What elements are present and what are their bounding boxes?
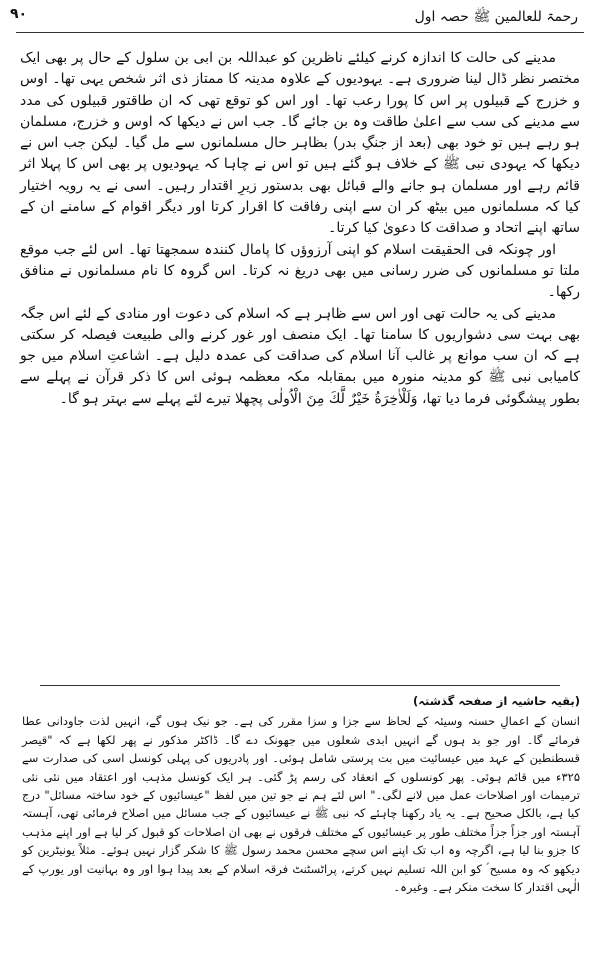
- paragraph-1: مدینے کی حالت کا اندازہ کرنے کیلئے ناظرین کو عبداللہ بن ابی بن سلول کے حال پر بھی ایک مختصر نظر ڈال لینا ضروری ہے۔ یہودیوں کے علاوہ مدینہ کا ممتاز ذی اثر شخص یہی تھا۔ اوس و خزرج کے قبیلوں پر اس کا پورا رعب تھا۔ اور اس کو توقع تھی کہ ان طاقتور قبیلوں کی مدد سے مدینے کی سب سے اعلیٰ طاقت وہ بن جائے گا۔ جب اس نے دیکھا کہ اوس و خزرج، مسلمان ہو رہے ہیں تو خود بھی (بعد از جنگِ بدر) بظاہر حال مسلمانوں سے مل گیا۔ لیکن جب اس نے دیکھا کہ یہودی نبی ﷺ کے خلاف ہو گئے ہیں تو اس نے چاہا کہ یہودیوں پر بھی اس کا پہلا اثر قائم رہے اور مسلمان ہو جانے والے قبائل بھی بدستور زیرِ اقتدار رہیں۔ اسی نے یہ رویہ اختیار کیا کہ مسلمانوں میں بیٹھ کر ان سے اپنی رفاقت کا اقرار کرتا اور دیگر اقوام کے سامنے ان کے ساتھ اپنے اتحاد و صداقت کا دعویٰ کیا کرتا۔: [20, 50, 580, 237]
- footnote: [22, 692, 580, 896]
- paragraph-3: مدینے کی یہ حالت تھی اور اس سے ظاہر ہے کہ اسلام کی دعوت اور منادی کے لئے اس جگہ بھی بہت سی دشواریوں کا سامنا تھا۔ ایک منصف اور غور کرنے والی طبیعت فیصلہ کر سکتی ہے کہ ان سب موانع پر غالب آنا اسلام کی صداقت کی عمدہ دلیل ہے۔ اشاعتِ اسلام میں جو کامیابی نبی ﷺ کو مدینہ منورہ میں بمقابلہ مکہ معظمہ ہوئی اس کا ذکر قرآن نے پہلے سے بطور پیشگوئی فرما دیا تھا، وَلَلْاٰخِرَةُ خَيْرٌ لَّكَ مِنَ الْاُولٰى پچھلا تیرے لئے پہلے سے بہتر ہو گا۔: [20, 305, 580, 407]
- main-text: [20, 48, 580, 410]
- header-divider: [16, 32, 584, 33]
- page-number: ۹۰: [10, 6, 28, 22]
- footnote-divider: [40, 685, 560, 686]
- footnote-continuation-label: (بقیہ حاشیہ از صفحہ گذشتہ): [413, 694, 580, 708]
- running-header-title: رحمۃ للعالمین ﷺ حصہ اول: [414, 9, 578, 25]
- footnote-text: انسان کے اعمالِ حسنہ وسیئہ کے لحاظ سے جزا و سزا مقرر کی ہے۔ جو نیک ہوں گے، انہیں لذت جاودانی عطا فرمائے گا۔ اور جو بد ہوں گے انہیں ابدی شعلوں میں جھونک دے گا۔ ڈاکٹر مذکور نے پھر لکھا ہے کہ "قیصر قسطنطین کے عہد میں عیسائیت میں بت پرستی شامل ہوئی۔ اور پادریوں کی پہلی کونسل اسی کی صدارت سے ۳۲۵ء میں قائم ہوئی۔ پھر کونسلوں کے انعقاد کی رسم پڑ گئی۔ ہر ایک کونسل مذہب اور اعتقاد میں نئی نئی ترمیمات اور اصلاحات عمل میں لانے لگی۔" اس لئے ہم نے جو تین میں لفظ "عیسائیوں کے خود ساختہ مسائل" درج کیا ہے، بالکل صحیح ہے۔ یہ یاد رکھنا چاہئے کہ نبی ﷺ نے عیسائیوں کے جب مسائل میں اصلاح فرمائی تھی، آہستہ آہستہ اور جزاً جزاً مختلف طور پر عیسائیوں کے مختلف فرقوں نے بھی ان اصلاحات کو قبول کر لیا ہے اور اپنے مذہب کا جزو بنا لیا ہے، اگرچہ وہ اب تک اپنے اس سچے محسن محمد رسول ﷺ کا شکر گزار نہیں ہوئے۔ مثلاً یونیٹرین کو دیکھو کہ وہ مسیح ؑ کو ابن اللہ تسلیم نہیں کرتے، پراٹسٹنٹ فرقہ اسلام کے بعد پیدا ہوا اور وہ بہانیت اور یورپ کے الٰہی اقتدار کا سخت منکر ہے۔ وغیرہ۔: [22, 714, 580, 895]
- paragraph-2: اور چونکہ فی الحقیقت اسلام کو اپنی آرزوؤں کا پامال کنندہ سمجھتا تھا۔ اس لئے جب موقع ملتا تو مسلمانوں کی ضرر رسانی میں بھی دریغ نہ کرتا۔ اس گروہ کا نام مسلمانوں نے منافق رکھا۔: [20, 241, 580, 301]
